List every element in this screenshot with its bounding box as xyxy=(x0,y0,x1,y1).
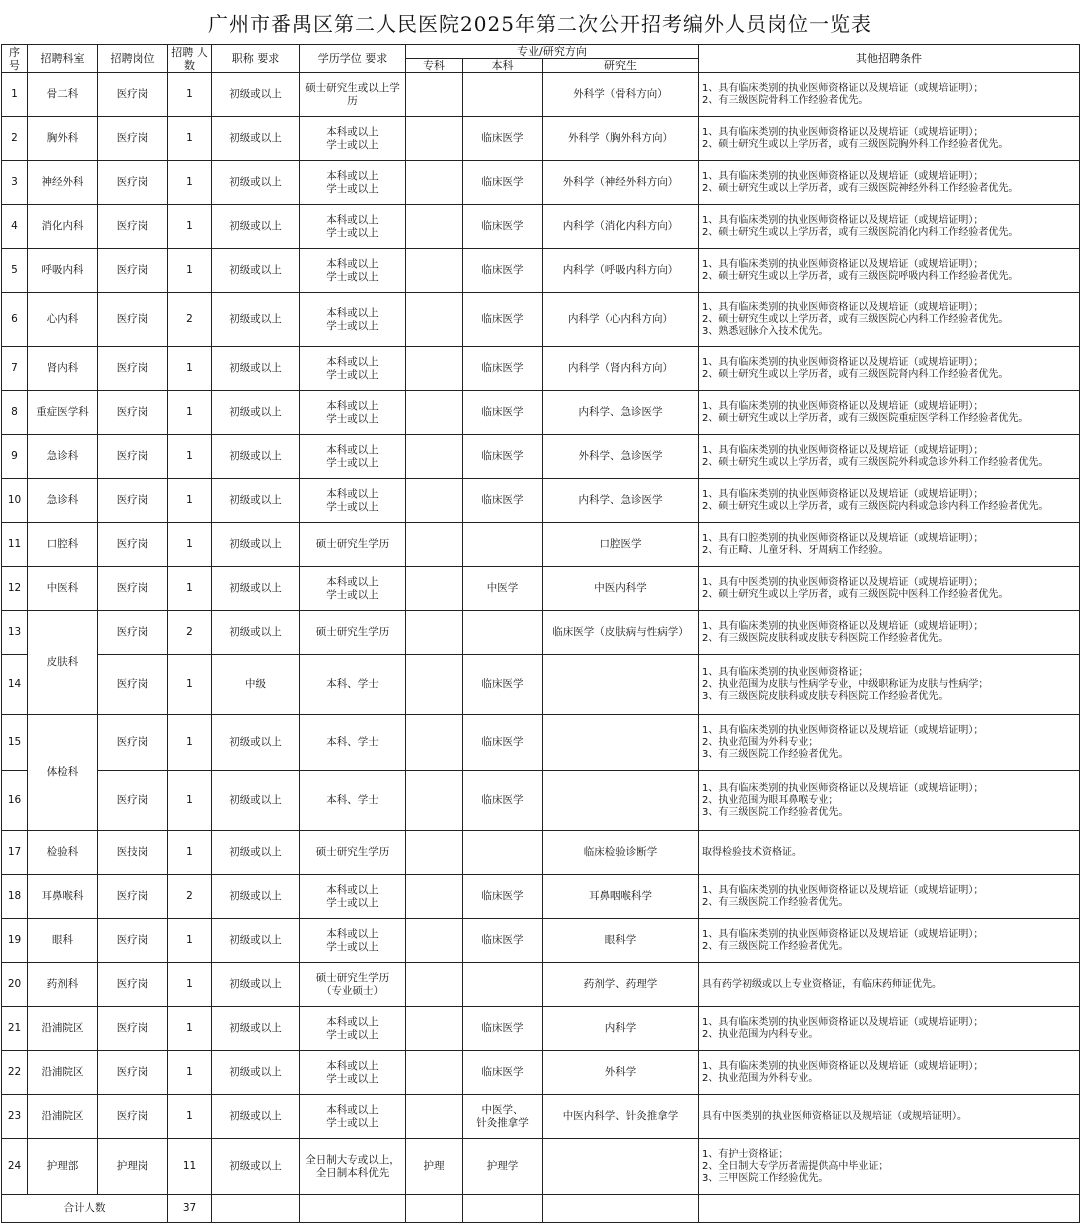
cell-post: 医疗岗 xyxy=(98,655,168,715)
cell-major-bk xyxy=(463,963,543,1007)
cell-major-yjs: 临床检验诊断学 xyxy=(543,831,699,875)
cell-no: 18 xyxy=(2,875,28,919)
cell-count: 11 xyxy=(168,1139,212,1195)
cell-no: 9 xyxy=(2,435,28,479)
cell-no: 6 xyxy=(2,293,28,347)
cell-dept: 沿浦院区 xyxy=(28,1095,98,1139)
cell-post: 医疗岗 xyxy=(98,611,168,655)
table-row xyxy=(2,771,1080,831)
cell-rank: 初级或以上 xyxy=(212,293,300,347)
cell-count: 1 xyxy=(168,655,212,715)
cell-rank: 初级或以上 xyxy=(212,875,300,919)
cell-count: 1 xyxy=(168,117,212,161)
cell-no: 12 xyxy=(2,567,28,611)
cell-rank: 初级或以上 xyxy=(212,1139,300,1195)
cell-edu: 本科或以上 学士或以上 xyxy=(300,161,406,205)
cell-dept: 肾内科 xyxy=(28,347,98,391)
cell-dept: 神经外科 xyxy=(28,161,98,205)
cell-other: 具有中医类别的执业医师资格证以及规培证（或规培证明）。 xyxy=(699,1095,1080,1139)
cell-dept: 急诊科 xyxy=(28,479,98,523)
table-row xyxy=(2,73,1080,117)
cell-major-bk: 临床医学 xyxy=(463,1051,543,1095)
table-row xyxy=(2,435,1080,479)
cell-post: 医疗岗 xyxy=(98,435,168,479)
cell-major-zk xyxy=(406,435,463,479)
cell-major-zk xyxy=(406,161,463,205)
cell-other: 1、有护士资格证； 2、全日制大专学历者需提供高中毕业证； 3、三甲医院工作经验优先。 xyxy=(699,1139,1080,1195)
cell-post: 医疗岗 xyxy=(98,963,168,1007)
header-count: 招聘 人数 xyxy=(168,45,212,73)
cell-other: 1、具有临床类别的执业医师资格证以及规培证（或规培证明）； 2、执业范围为眼耳鼻喉专业； 3、有三级医院工作经验者优先。 xyxy=(699,771,1080,831)
cell-count: 1 xyxy=(168,435,212,479)
cell-dept: 口腔科 xyxy=(28,523,98,567)
cell-edu: 本科或以上 学士或以上 xyxy=(300,919,406,963)
table-row xyxy=(2,963,1080,1007)
cell-rank: 初级或以上 xyxy=(212,919,300,963)
cell-edu: 本科或以上 学士或以上 xyxy=(300,249,406,293)
header-major-group: 专业/研究方向 xyxy=(406,45,699,59)
cell-edu: 本科或以上 学士或以上 xyxy=(300,875,406,919)
cell-major-yjs: 外科学 xyxy=(543,1051,699,1095)
cell-rank: 中级 xyxy=(212,655,300,715)
cell-other: 1、具有临床类别的执业医师资格证以及规培证（或规培证明）； 2、硕士研究生或以上学历者，或有三级医院呼吸内科工作经验者优先。 xyxy=(699,249,1080,293)
cell-major-yjs: 内科学（心内科方向） xyxy=(543,293,699,347)
cell-post: 医疗岗 xyxy=(98,161,168,205)
cell-major-zk xyxy=(406,205,463,249)
cell-major-yjs: 外科学（神经外科方向） xyxy=(543,161,699,205)
cell-no: 2 xyxy=(2,117,28,161)
cell-major-zk xyxy=(406,479,463,523)
cell-count: 2 xyxy=(168,875,212,919)
cell-count: 2 xyxy=(168,293,212,347)
cell-count: 1 xyxy=(168,73,212,117)
cell-edu: 本科、学士 xyxy=(300,771,406,831)
cell-rank: 初级或以上 xyxy=(212,205,300,249)
cell-post: 医疗岗 xyxy=(98,919,168,963)
cell-dept: 骨二科 xyxy=(28,73,98,117)
cell-edu: 本科或以上 学士或以上 xyxy=(300,117,406,161)
cell-major-bk: 临床医学 xyxy=(463,1007,543,1051)
cell-rank: 初级或以上 xyxy=(212,611,300,655)
cell-major-bk xyxy=(463,831,543,875)
cell-major-yjs: 眼科学 xyxy=(543,919,699,963)
table-row xyxy=(2,161,1080,205)
cell-major-yjs: 内科学、急诊医学 xyxy=(543,391,699,435)
cell-no: 20 xyxy=(2,963,28,1007)
table-row xyxy=(2,391,1080,435)
cell-dept: 体检科 xyxy=(28,715,98,831)
cell-dept: 消化内科 xyxy=(28,205,98,249)
cell-major-zk: 护理 xyxy=(406,1139,463,1195)
cell-post: 医疗岗 xyxy=(98,205,168,249)
header-major-zk: 专科 xyxy=(406,59,463,73)
cell-rank: 初级或以上 xyxy=(212,1007,300,1051)
cell-major-zk xyxy=(406,567,463,611)
cell-dept: 检验科 xyxy=(28,831,98,875)
cell-major-bk: 临床医学 xyxy=(463,391,543,435)
cell-major-bk: 临床医学 xyxy=(463,205,543,249)
cell-major-bk: 临床医学 xyxy=(463,715,543,771)
cell-major-zk xyxy=(406,715,463,771)
cell-other: 1、具有临床类别的执业医师资格证以及规培证（或规培证明）； 2、有三级医院工作经验者优先。 xyxy=(699,919,1080,963)
cell-post: 医疗岗 xyxy=(98,1007,168,1051)
cell-edu: 本科、学士 xyxy=(300,655,406,715)
cell-major-zk xyxy=(406,611,463,655)
cell-count: 1 xyxy=(168,919,212,963)
cell-rank: 初级或以上 xyxy=(212,567,300,611)
cell-major-zk xyxy=(406,1007,463,1051)
cell-major-bk xyxy=(463,523,543,567)
cell-post: 医疗岗 xyxy=(98,479,168,523)
cell-major-bk: 临床医学 xyxy=(463,249,543,293)
header-major-yjs: 研究生 xyxy=(543,59,699,73)
cell-major-yjs xyxy=(543,1139,699,1195)
cell-major-zk xyxy=(406,655,463,715)
cell-post: 护理岗 xyxy=(98,1139,168,1195)
table-row xyxy=(2,655,1080,715)
cell-post: 医疗岗 xyxy=(98,293,168,347)
total-value: 37 xyxy=(168,1195,212,1223)
cell-other: 1、具有临床类别的执业医师资格证以及规培证（或规培证明）； 2、有三级医院骨科工作经验者优先。 xyxy=(699,73,1080,117)
cell-major-bk: 临床医学 xyxy=(463,919,543,963)
cell-edu: 本科或以上 学士或以上 xyxy=(300,1095,406,1139)
cell-post: 医疗岗 xyxy=(98,771,168,831)
cell-dept: 眼科 xyxy=(28,919,98,963)
cell-major-yjs: 临床医学（皮肤病与性病学） xyxy=(543,611,699,655)
cell-edu: 本科或以上 学士或以上 xyxy=(300,1051,406,1095)
header-major-bk: 本科 xyxy=(463,59,543,73)
cell-major-yjs: 内科学（消化内科方向） xyxy=(543,205,699,249)
cell-edu: 硕士研究生或以上学 历 xyxy=(300,73,406,117)
cell-dept: 呼吸内科 xyxy=(28,249,98,293)
cell-major-zk xyxy=(406,771,463,831)
cell-no: 11 xyxy=(2,523,28,567)
cell-major-bk: 临床医学 xyxy=(463,161,543,205)
cell-dept: 心内科 xyxy=(28,293,98,347)
cell-count: 1 xyxy=(168,771,212,831)
cell-count: 1 xyxy=(168,1051,212,1095)
cell-dept: 皮肤科 xyxy=(28,611,98,715)
cell-count: 1 xyxy=(168,391,212,435)
cell-other: 1、具有临床类别的执业医师资格证以及规培证（或规培证明）； 2、硕士研究生或以上学历者，或有三级医院重症医学科工作经验者优先。 xyxy=(699,391,1080,435)
cell-other: 1、具有临床类别的执业医师资格证以及规培证（或规培证明）； 2、硕士研究生或以上学历者，或有三级医院内科或急诊内科工作经验者优先。 xyxy=(699,479,1080,523)
cell-major-bk: 中医学、 针灸推拿学 xyxy=(463,1095,543,1139)
table-row xyxy=(2,293,1080,347)
cell-other: 1、具有临床类别的执业医师资格证以及规培证（或规培证明）； 2、硕士研究生或以上学历者，或有三级医院消化内科工作经验者优先。 xyxy=(699,205,1080,249)
cell-edu: 全日制大专或以上， 全日制本科优先 xyxy=(300,1139,406,1195)
cell-rank: 初级或以上 xyxy=(212,161,300,205)
cell-major-yjs: 外科学（骨科方向） xyxy=(543,73,699,117)
cell-other: 1、具有临床类别的执业医师资格证以及规培证（或规培证明）； 2、硕士研究生或以上学历者，或有三级医院肾内科工作经验者优先。 xyxy=(699,347,1080,391)
cell-post: 医疗岗 xyxy=(98,523,168,567)
cell-count: 1 xyxy=(168,1007,212,1051)
table-row xyxy=(2,479,1080,523)
cell-major-zk xyxy=(406,391,463,435)
table-row xyxy=(2,1095,1080,1139)
cell-rank: 初级或以上 xyxy=(212,249,300,293)
cell-post: 医疗岗 xyxy=(98,567,168,611)
cell-post: 医疗岗 xyxy=(98,117,168,161)
cell-post: 医疗岗 xyxy=(98,73,168,117)
cell-major-bk: 临床医学 xyxy=(463,479,543,523)
cell-major-yjs: 耳鼻咽喉科学 xyxy=(543,875,699,919)
cell-other: 1、具有临床类别的执业医师资格证以及规培证（或规培证明）； 2、硕士研究生或以上学历者，或有三级医院外科或急诊外科工作经验者优先。 xyxy=(699,435,1080,479)
cell-major-bk: 临床医学 xyxy=(463,347,543,391)
cell-post: 医疗岗 xyxy=(98,1095,168,1139)
cell-post: 医疗岗 xyxy=(98,715,168,771)
cell-no: 5 xyxy=(2,249,28,293)
cell-count: 1 xyxy=(168,523,212,567)
table-row xyxy=(2,205,1080,249)
cell-major-zk xyxy=(406,1095,463,1139)
cell-major-yjs: 内科学（肾内科方向） xyxy=(543,347,699,391)
table-row xyxy=(2,523,1080,567)
cell-major-yjs xyxy=(543,771,699,831)
positions-table xyxy=(1,44,1080,1223)
cell-post: 医疗岗 xyxy=(98,249,168,293)
cell-edu: 本科或以上 学士或以上 xyxy=(300,567,406,611)
cell-no: 19 xyxy=(2,919,28,963)
cell-no: 21 xyxy=(2,1007,28,1051)
cell-post: 医技岗 xyxy=(98,831,168,875)
cell-count: 1 xyxy=(168,161,212,205)
cell-rank: 初级或以上 xyxy=(212,435,300,479)
cell-major-yjs: 外科学、急诊医学 xyxy=(543,435,699,479)
cell-rank: 初级或以上 xyxy=(212,347,300,391)
cell-post: 医疗岗 xyxy=(98,347,168,391)
cell-dept: 耳鼻喉科 xyxy=(28,875,98,919)
total-label: 合计人数 xyxy=(2,1195,168,1223)
cell-edu: 硕士研究生学历 xyxy=(300,523,406,567)
cell-other: 1、具有临床类别的执业医师资格证以及规培证（或规培证明）； 2、执业范围为内科专业。 xyxy=(699,1007,1080,1051)
cell-major-zk xyxy=(406,249,463,293)
cell-other: 1、具有临床类别的执业医师资格证以及规培证（或规培证明）； 2、有三级医院皮肤科或皮肤专科医院工作经验者优先。 xyxy=(699,611,1080,655)
cell-major-zk xyxy=(406,347,463,391)
cell-no: 13 xyxy=(2,611,28,655)
cell-no: 3 xyxy=(2,161,28,205)
cell-post: 医疗岗 xyxy=(98,391,168,435)
cell-edu: 本科或以上 学士或以上 xyxy=(300,479,406,523)
cell-major-yjs: 内科学（呼吸内科方向） xyxy=(543,249,699,293)
cell-major-bk: 临床医学 xyxy=(463,117,543,161)
cell-edu: 本科或以上 学士或以上 xyxy=(300,205,406,249)
table-row xyxy=(2,249,1080,293)
cell-other: 具有药学初级或以上专业资格证，有临床药师证优先。 xyxy=(699,963,1080,1007)
cell-major-bk xyxy=(463,73,543,117)
cell-major-zk xyxy=(406,73,463,117)
table-row xyxy=(2,715,1080,771)
cell-edu: 硕士研究生学历 xyxy=(300,831,406,875)
cell-count: 2 xyxy=(168,611,212,655)
cell-other: 取得检验技术资格证。 xyxy=(699,831,1080,875)
cell-major-zk xyxy=(406,117,463,161)
cell-major-yjs: 药剂学、药理学 xyxy=(543,963,699,1007)
cell-no: 23 xyxy=(2,1095,28,1139)
header-edu: 学历学位 要求 xyxy=(300,45,406,73)
page-title: 广州市番禺区第二人民医院2025年第二次公开招考编外人员岗位一览表 xyxy=(208,11,872,36)
table-row xyxy=(2,1139,1080,1195)
cell-edu: 本科、学士 xyxy=(300,715,406,771)
table-row xyxy=(2,1007,1080,1051)
cell-major-yjs xyxy=(543,715,699,771)
header-no: 序号 xyxy=(2,45,28,73)
cell-other: 1、具有临床类别的执业医师资格证以及规培证（或规培证明）； 2、硕士研究生或以上学历者，或有三级医院心内科工作经验者优先。 3、熟悉冠脉介入技术优先。 xyxy=(699,293,1080,347)
cell-no: 15 xyxy=(2,715,28,771)
table-row xyxy=(2,347,1080,391)
cell-count: 1 xyxy=(168,831,212,875)
cell-other: 1、具有临床类别的执业医师资格证以及规培证（或规培证明）； 2、硕士研究生或以上学历者，或有三级医院胸外科工作经验者优先。 xyxy=(699,117,1080,161)
header-rank: 职称 要求 xyxy=(212,45,300,73)
cell-major-zk xyxy=(406,831,463,875)
cell-major-bk: 护理学 xyxy=(463,1139,543,1195)
cell-major-yjs: 中医内科学、针灸推拿学 xyxy=(543,1095,699,1139)
cell-major-yjs xyxy=(543,655,699,715)
cell-major-yjs: 口腔医学 xyxy=(543,523,699,567)
cell-major-zk xyxy=(406,875,463,919)
cell-rank: 初级或以上 xyxy=(212,715,300,771)
cell-edu: 本科或以上 学士或以上 xyxy=(300,293,406,347)
cell-no: 22 xyxy=(2,1051,28,1095)
cell-major-zk xyxy=(406,1051,463,1095)
cell-count: 1 xyxy=(168,205,212,249)
cell-other: 1、具有中医类别的执业医师资格证以及规培证（或规培证明）； 2、硕士研究生或以上学历者，或有三级医院中医科工作经验者优先。 xyxy=(699,567,1080,611)
cell-other: 1、具有临床类别的执业医师资格证以及规培证（或规培证明）； 2、有三级医院工作经验者优先。 xyxy=(699,875,1080,919)
cell-other: 1、具有临床类别的执业医师资格证； 2、执业范围为皮肤与性病学专业，中级职称证为皮肤与性病学； 3、有三级医院皮肤科或皮肤专科医院工作经验者优先。 xyxy=(699,655,1080,715)
cell-rank: 初级或以上 xyxy=(212,117,300,161)
cell-post: 医疗岗 xyxy=(98,875,168,919)
table-row xyxy=(2,1051,1080,1095)
table-row xyxy=(2,919,1080,963)
cell-post: 医疗岗 xyxy=(98,1051,168,1095)
cell-major-bk: 临床医学 xyxy=(463,435,543,479)
cell-count: 1 xyxy=(168,1095,212,1139)
cell-edu: 本科或以上 学士或以上 xyxy=(300,1007,406,1051)
cell-major-zk xyxy=(406,523,463,567)
cell-major-zk xyxy=(406,919,463,963)
cell-edu: 本科或以上 学士或以上 xyxy=(300,435,406,479)
cell-count: 1 xyxy=(168,963,212,1007)
cell-major-yjs: 中医内科学 xyxy=(543,567,699,611)
cell-dept: 沿浦院区 xyxy=(28,1051,98,1095)
cell-major-bk: 临床医学 xyxy=(463,655,543,715)
header-post: 招聘岗位 xyxy=(98,45,168,73)
header-other: 其他招聘条件 xyxy=(699,45,1080,73)
cell-other: 1、具有临床类别的执业医师资格证以及规培证（或规培证明）； 2、执业范围为外科专业。 xyxy=(699,1051,1080,1095)
table-row xyxy=(2,611,1080,655)
cell-rank: 初级或以上 xyxy=(212,1051,300,1095)
cell-count: 1 xyxy=(168,347,212,391)
cell-count: 1 xyxy=(168,479,212,523)
cell-count: 1 xyxy=(168,715,212,771)
cell-major-bk: 临床医学 xyxy=(463,293,543,347)
cell-major-bk: 临床医学 xyxy=(463,875,543,919)
cell-rank: 初级或以上 xyxy=(212,963,300,1007)
cell-no: 10 xyxy=(2,479,28,523)
cell-count: 1 xyxy=(168,249,212,293)
table-row xyxy=(2,875,1080,919)
cell-edu: 硕士研究生学历 xyxy=(300,611,406,655)
cell-other: 1、具有口腔类别的执业医师资格证以及规培证（或规培证明）； 2、有正畸、儿童牙科、牙周病工作经验。 xyxy=(699,523,1080,567)
cell-dept: 胸外科 xyxy=(28,117,98,161)
header-dept: 招聘科室 xyxy=(28,45,98,73)
cell-rank: 初级或以上 xyxy=(212,391,300,435)
cell-no: 1 xyxy=(2,73,28,117)
cell-dept: 急诊科 xyxy=(28,435,98,479)
cell-no: 24 xyxy=(2,1139,28,1195)
cell-dept: 沿浦院区 xyxy=(28,1007,98,1051)
cell-dept: 重症医学科 xyxy=(28,391,98,435)
cell-other: 1、具有临床类别的执业医师资格证以及规培证（或规培证明）； 2、硕士研究生或以上学历者，或有三级医院神经外科工作经验者优先。 xyxy=(699,161,1080,205)
table-row xyxy=(2,831,1080,875)
cell-major-bk: 临床医学 xyxy=(463,771,543,831)
cell-rank: 初级或以上 xyxy=(212,771,300,831)
cell-rank: 初级或以上 xyxy=(212,1095,300,1139)
cell-rank: 初级或以上 xyxy=(212,479,300,523)
cell-no: 7 xyxy=(2,347,28,391)
cell-major-zk xyxy=(406,963,463,1007)
cell-dept: 中医科 xyxy=(28,567,98,611)
cell-no: 4 xyxy=(2,205,28,249)
table-row xyxy=(2,567,1080,611)
cell-rank: 初级或以上 xyxy=(212,523,300,567)
cell-rank: 初级或以上 xyxy=(212,831,300,875)
cell-major-yjs: 内科学 xyxy=(543,1007,699,1051)
cell-edu: 本科或以上 学士或以上 xyxy=(300,347,406,391)
cell-count: 1 xyxy=(168,567,212,611)
table-row xyxy=(2,117,1080,161)
cell-dept: 药剂科 xyxy=(28,963,98,1007)
cell-no: 16 xyxy=(2,771,28,831)
cell-no: 17 xyxy=(2,831,28,875)
cell-major-zk xyxy=(406,293,463,347)
cell-edu: 本科或以上 学士或以上 xyxy=(300,391,406,435)
cell-no: 8 xyxy=(2,391,28,435)
cell-no: 14 xyxy=(2,655,28,715)
cell-edu: 硕士研究生学历 （专业硕士） xyxy=(300,963,406,1007)
cell-major-yjs: 内科学、急诊医学 xyxy=(543,479,699,523)
cell-major-yjs: 外科学（胸外科方向） xyxy=(543,117,699,161)
cell-major-bk xyxy=(463,611,543,655)
cell-rank: 初级或以上 xyxy=(212,73,300,117)
cell-other: 1、具有临床类别的执业医师资格证以及规培证（或规培证明）； 2、执业范围为外科专业； 3、有三级医院工作经验者优先。 xyxy=(699,715,1080,771)
cell-major-bk: 中医学 xyxy=(463,567,543,611)
cell-dept: 护理部 xyxy=(28,1139,98,1195)
